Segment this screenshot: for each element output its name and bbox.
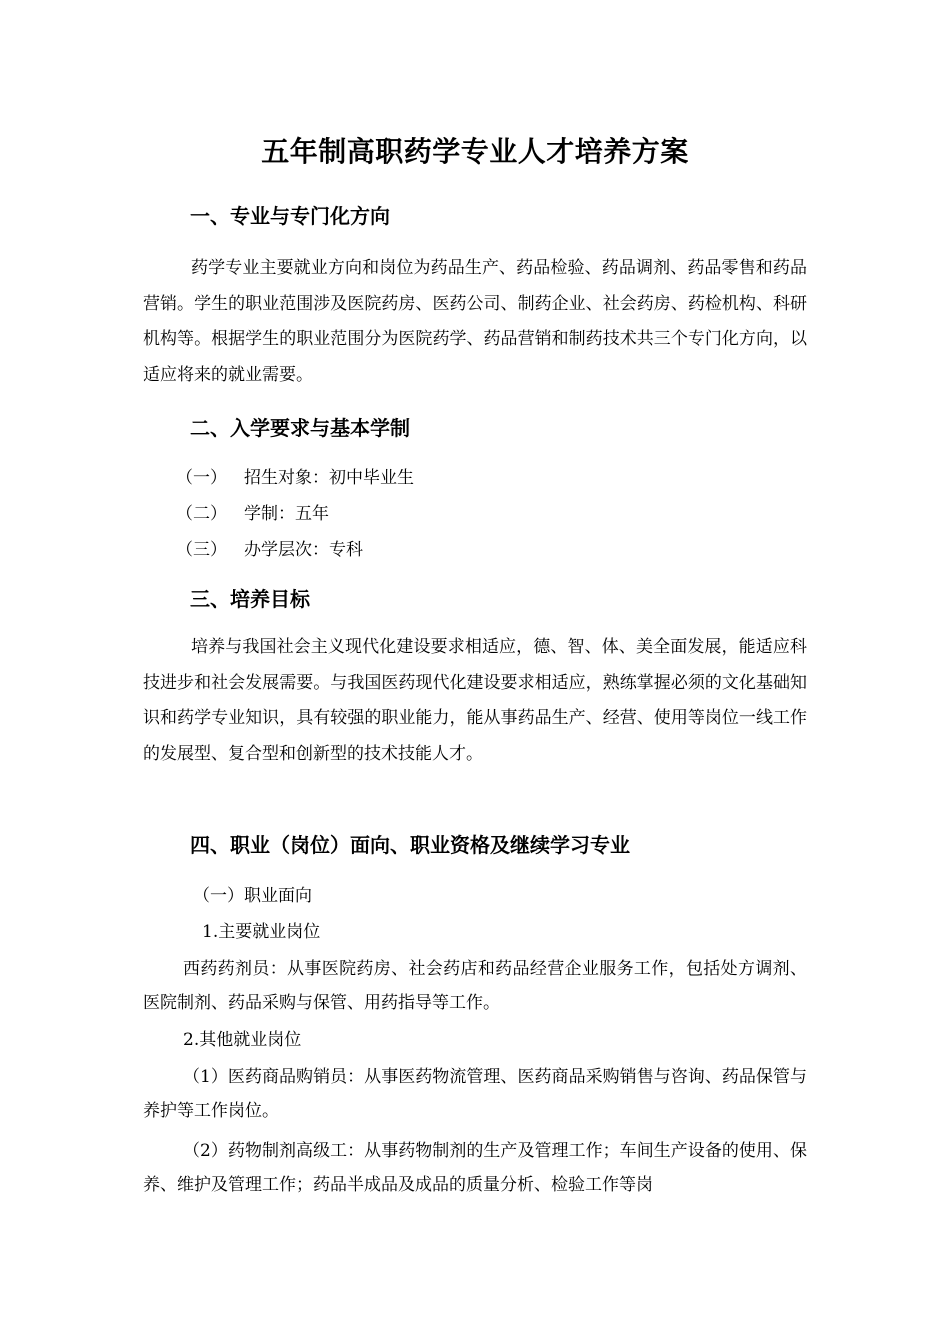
item-text: 办学层次：专科 — [244, 540, 363, 560]
section-1-paragraph: 药学专业主要就业方向和岗位为药品生产、药品检验、药品调剂、药品零售和药品营销。学生的职业范围涉及医院药房、医药公司、制药企业、社会药房、药检机构、科研机构等。根据学生的职业范围分为医院药学、药品营销和制药技术共三个专门化方向，以适应将来的就业需要。 — [143, 258, 807, 385]
sub-heading-main-jobs: 1.主要就业岗位 — [202, 922, 321, 942]
document-title: 五年制高职药学专业人才培养方案 — [261, 135, 689, 168]
item-number: （二） — [176, 504, 227, 524]
job-sales-paragraph: （1）医药商品购销员：从事医药物流管理、医药商品采购销售与咨询、药品保管与养护等工作岗位。 — [143, 1067, 807, 1121]
section-3-heading: 三、培养目标 — [190, 587, 310, 611]
section-4-heading: 四、职业（岗位）面向、职业资格及继续学习专业 — [190, 833, 630, 857]
sub-heading-career: （一）职业面向 — [193, 886, 312, 906]
section-2-heading: 二、入学要求与基本学制 — [190, 416, 410, 440]
item-text: 招生对象：初中毕业生 — [244, 468, 414, 488]
enrollment-item — [176, 465, 414, 491]
section-3-paragraph: 培养与我国社会主义现代化建设要求相适应，德、智、体、美全面发展，能适应科技进步和社会发展需要。与我国医药现代化建设要求相适应，熟练掌握必须的文化基础知识和药学专业知识，具有较强的职业能力，能从事药品生产、经营、使用等岗位一线工作的发展型、复合型和创新型的技术技能人才。 — [143, 637, 807, 764]
item-text: 学制：五年 — [244, 504, 329, 524]
job-formulation-paragraph: （2）药物制剂高级工：从事药物制剂的生产及管理工作；车间生产设备的使用、保养、维护及管理工作；药品半成品及成品的质量分析、检验工作等岗 — [143, 1141, 807, 1195]
section-1-heading: 一、专业与专门化方向 — [190, 204, 390, 228]
job-pharmacist-paragraph: 西药药剂员：从事医院药房、社会药店和药品经营企业服务工作，包括处方调剂、医院制剂、药品采购与保管、用药指导等工作。 — [143, 959, 807, 1013]
item-number: （一） — [176, 468, 227, 488]
sub-heading-other-jobs: 2.其他就业岗位 — [183, 1030, 302, 1050]
item-number: （三） — [176, 540, 227, 560]
schooling-item — [176, 501, 329, 527]
level-item — [176, 537, 363, 563]
